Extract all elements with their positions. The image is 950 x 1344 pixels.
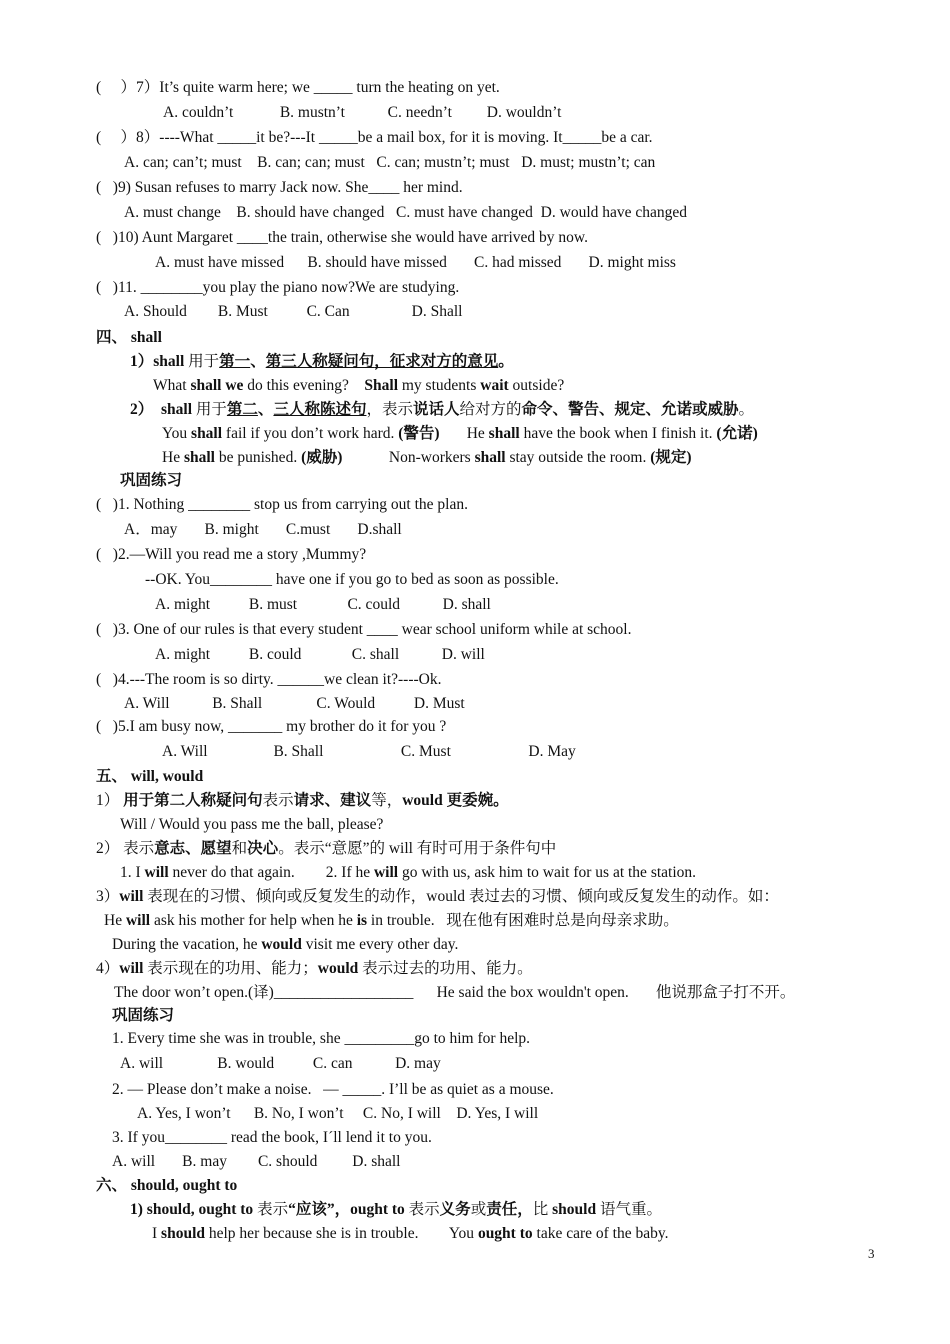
text-line (145, 570, 559, 590)
text-segment: help her because she is in trouble. You (205, 1225, 478, 1242)
text-line (163, 103, 561, 123)
text-segment: 和 (231, 840, 248, 857)
text-line (124, 153, 655, 173)
text-segment: never do that again. 2. If he (168, 864, 374, 881)
text-segment: A. will B. may C. should D. shall (112, 1153, 401, 1170)
text-segment: 、 (250, 353, 266, 370)
text-segment: Shall (364, 377, 398, 394)
text-line (96, 1176, 237, 1196)
text-segment: He (162, 449, 184, 466)
text-segment: ( )2.—Will you read me a story ,Mummy? (96, 546, 367, 563)
text-segment: shall we (190, 377, 244, 394)
text-segment: shall (153, 353, 189, 370)
text-segment: fail if you don’t work hard. (222, 425, 399, 442)
text-line (112, 1128, 432, 1148)
text-segment: have the book when I finish it. (519, 425, 717, 442)
text-segment: (警告) (398, 425, 440, 442)
text-segment: 2） shall (130, 401, 196, 418)
text-line (120, 815, 383, 835)
text-segment: 说话人 (412, 401, 460, 418)
text-line (96, 959, 533, 979)
text-line (96, 178, 463, 198)
text-segment: 。 (738, 401, 755, 418)
text-line (162, 742, 576, 762)
text-segment: ，征求对方的意见 (374, 353, 499, 370)
text-segment: ( )3. One of our rules is that every student ____ wear school uniform while at school. (96, 621, 632, 638)
text-line (120, 863, 696, 883)
text-line (104, 911, 679, 931)
text-segment: would (317, 960, 359, 977)
text-segment: ( )10) Aunt Margaret ____the train, otherwise she would have arrived by now. (96, 229, 588, 246)
text-segment: 五、 will, would (96, 768, 204, 785)
text-segment: in trouble. 现在他有困难时总是向母亲求助。 (367, 912, 679, 929)
text-segment: 意志、愿望 (154, 840, 232, 857)
text-segment: ( ）8）----What _____it be?---It _____be a mail box, for it is moving. It_____be a car. (96, 129, 653, 146)
text-segment: shall (191, 425, 223, 442)
text-segment: 第二 (226, 401, 258, 418)
text-segment: 。表示“意愿”的 will 有时可用于条件句中 (278, 840, 557, 857)
text-segment: 3） (96, 888, 120, 905)
text-segment: 用于 (195, 401, 227, 418)
text-segment: 第一 (219, 353, 251, 370)
text-segment: visit me every other day. (301, 936, 459, 953)
text-segment: will (144, 864, 169, 881)
text-segment: A. must have missed B. should have missed C. had missed D. might miss (155, 254, 676, 271)
text-segment: 用于 (188, 353, 220, 370)
text-segment: A. will B. would C. can D. may (120, 1055, 441, 1072)
text-line (96, 620, 631, 640)
text-line (120, 471, 182, 491)
text-segment: A．may B. might C.must D.shall (124, 521, 402, 538)
text-line (130, 400, 754, 420)
text-line (120, 1054, 441, 1074)
text-segment: 2） 表示 (96, 840, 155, 857)
text-segment: A. Will B. Shall C. Would D. Must (124, 695, 465, 712)
text-line (112, 1006, 174, 1026)
text-segment: should (161, 1225, 205, 1242)
text-line (96, 228, 588, 248)
text-segment: my students (398, 377, 481, 394)
text-segment: go with us, ask him to wait for us at the station. (398, 864, 697, 881)
text-segment: 表示 (262, 792, 294, 809)
text-segment: will (119, 960, 144, 977)
text-segment: A. couldn’t B. mustn’t C. needn’t D. wouldn’t (163, 104, 562, 121)
text-segment: What (153, 377, 191, 394)
text-segment: ( ）7）It’s quite warm here; we _____ turn the heating on yet. (96, 79, 500, 96)
text-segment: 。 (498, 353, 514, 370)
text-line (96, 78, 500, 98)
text-segment: 比 (532, 1201, 553, 1218)
text-segment: shall (488, 425, 520, 442)
text-segment: take care of the baby. (532, 1225, 669, 1242)
text-segment: 命令、警告、规定、允诺或威胁 (521, 401, 739, 418)
text-segment: ask his mother for help when he (150, 912, 357, 929)
text-line (124, 203, 687, 223)
text-segment: A. might B. must C. could D. shall (155, 596, 491, 613)
text-line (96, 545, 366, 565)
text-line (96, 887, 779, 907)
text-segment: shall (474, 449, 506, 466)
text-segment: Will / Would you pass me the ball, please? (120, 816, 384, 833)
text-segment: A. might B. could C. shall D. will (155, 646, 485, 663)
text-line (112, 1152, 400, 1172)
text-segment: 四、 shall (96, 329, 162, 346)
text-segment: 用于第二人称疑问句 (123, 792, 263, 809)
text-segment: 六、 should, ought to (96, 1177, 238, 1194)
text-segment: (威胁) (301, 449, 343, 466)
text-segment: 巩固练习 (112, 1007, 175, 1024)
text-line (96, 328, 162, 348)
text-segment: 1） (96, 792, 124, 809)
text-line (112, 1029, 530, 1049)
text-segment: 3. If you________ read the book, I´ll lend it to you. (112, 1129, 432, 1146)
text-line (112, 935, 458, 955)
text-line (137, 1104, 538, 1124)
text-line (114, 983, 795, 1003)
text-segment: 三人称陈述句 (273, 401, 367, 418)
text-segment: will (373, 864, 399, 881)
text-line (112, 1080, 554, 1100)
text-line (155, 253, 676, 273)
text-segment: 给对方的 (459, 401, 522, 418)
text-segment: should (552, 1201, 597, 1218)
text-segment: 决心 (247, 840, 279, 857)
text-segment: 语气重。 (596, 1201, 662, 1218)
text-segment: 表示现在的功用、能力； (143, 960, 318, 977)
text-line (155, 645, 485, 665)
text-segment: 4） (96, 960, 120, 977)
text-segment: 1) should, ought to (130, 1201, 258, 1218)
text-segment: During the vacation, he (112, 936, 262, 953)
text-segment: The door won’t open.(译)__________________ He said the box wouldn't open. 他说那盒子打不开。 (114, 984, 796, 1001)
text-segment: will (125, 912, 151, 929)
text-line (96, 767, 203, 787)
text-segment: A. Yes, I won’t B. No, I won’t C. No, I will D. Yes, I will (137, 1105, 539, 1122)
text-line (124, 520, 402, 540)
text-line (124, 694, 465, 714)
text-segment: A. can; can’t; must B. can; can; must C. can; mustn’t; must D. must; mustn’t; can (124, 154, 656, 171)
text-line (96, 278, 459, 298)
text-line (96, 670, 442, 690)
text-segment: You (162, 425, 192, 442)
text-segment: 表现在的习惯、倾向或反复发生的动作，would 表过去的习惯、倾向或反复发生的动作。如： (143, 888, 779, 905)
text-segment: --OK. You________ have one if you go to bed as soon as possible. (145, 571, 559, 588)
text-segment: stay outside the room. (505, 449, 651, 466)
text-segment: 巩固练习 (120, 472, 183, 489)
text-segment: 表示 (257, 1201, 289, 1218)
text-segment: 责任， (486, 1201, 533, 1218)
text-segment: wait (480, 377, 509, 394)
text-line (96, 839, 556, 859)
text-segment: 义务 (439, 1201, 471, 1218)
text-segment: 表示过去的功用、能力。 (358, 960, 533, 977)
text-segment: ( )4.---The room is so dirty. ______we clean it?----Ok. (96, 671, 442, 688)
text-segment: 或 (470, 1201, 487, 1218)
text-line (130, 352, 514, 372)
text-line (162, 424, 758, 444)
text-segment: would (261, 936, 302, 953)
text-line (96, 128, 653, 148)
text-segment: 等， (371, 792, 403, 809)
text-line (153, 376, 564, 396)
text-segment: 请求、建议 (293, 792, 372, 809)
text-segment: 表示 (408, 1201, 440, 1218)
text-segment: ( )1. Nothing ________ stop us from carrying out the plan. (96, 496, 468, 513)
text-segment: “应该”，ought to (288, 1201, 409, 1218)
text-segment: ( )9) Susan refuses to marry Jack now. She____ her mind. (96, 179, 463, 196)
text-segment: will (119, 888, 144, 905)
text-line (96, 791, 509, 811)
text-segment: (允诺) (716, 425, 758, 442)
text-line (96, 717, 446, 737)
text-segment: A. Should B. Must C. Can D. Shall (124, 303, 463, 320)
page-number: 3 (868, 1246, 875, 1261)
text-segment: ought to (477, 1225, 533, 1242)
text-segment: A. Will B. Shall C. Must D. May (162, 743, 576, 760)
text-segment: He (104, 912, 126, 929)
text-segment: ( )11. ________you play the piano now?We are studying. (96, 279, 460, 296)
text-segment: I (152, 1225, 162, 1242)
text-segment: 1） (130, 353, 154, 370)
text-line (124, 302, 462, 322)
text-segment: shall (183, 449, 215, 466)
text-line (130, 1200, 662, 1220)
text-segment: would 更委婉。 (402, 792, 509, 809)
text-segment: 第三人称疑问句 (265, 353, 375, 370)
text-segment: ( )5.I am busy now, _______ my brother do it for you ? (96, 718, 447, 735)
text-segment: is (356, 912, 368, 929)
text-segment: be punished. (214, 449, 302, 466)
text-segment: 1. Every time she was in trouble, she _________go to him for help. (112, 1030, 531, 1047)
text-line (155, 595, 491, 615)
text-segment: Non-workers (342, 449, 475, 466)
text-segment: He (439, 425, 489, 442)
text-segment: ，表示 (366, 401, 413, 418)
text-segment: outside? (508, 377, 565, 394)
text-segment: do this evening? (243, 377, 365, 394)
text-segment: (规定) (650, 449, 692, 466)
text-segment: A. must change B. should have changed C. must have changed D. would have changed (124, 204, 688, 221)
text-line (162, 448, 692, 468)
text-segment: 1. I (120, 864, 145, 881)
text-line (96, 495, 468, 515)
text-line (152, 1224, 668, 1244)
text-segment: 、 (257, 401, 274, 418)
text-segment: 2. — Please don’t make a noise. — _____. I’ll be as quiet as a mouse. (112, 1081, 554, 1098)
